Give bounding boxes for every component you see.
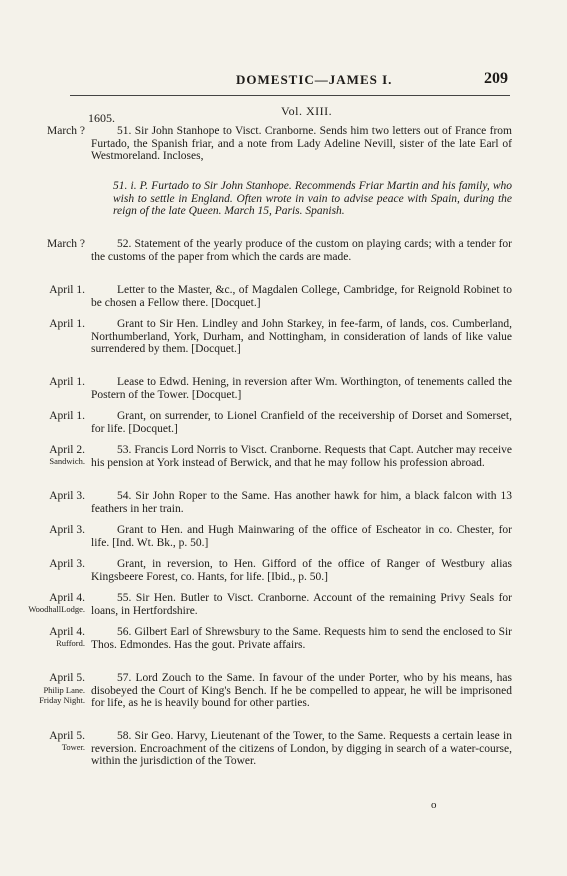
entry-text: 52. Statement of the yearly produce of the custom on playing cards; with a tender for the customs of the paper from which the cards are made. [91, 238, 512, 263]
entry-date: April 2. [49, 444, 85, 456]
entry-date: April 4. [49, 592, 85, 604]
entry-text: Letter to the Master, &c., of Magdalen College, Cambridge, for Reignold Robinet to be chosen a Fellow there. [Docquet.] [91, 284, 512, 309]
page-number: 209 [484, 70, 508, 87]
entry-text: Grant, on surrender, to Lionel Cranfield of the receivership of Dorset and Somerset, for life. [Docquet.] [91, 410, 512, 435]
running-title: DOMESTIC—JAMES I. [236, 72, 393, 87]
entry-date: April 3. [49, 558, 85, 570]
entry-date: March ? [47, 125, 85, 137]
entry-date: April 1. [49, 318, 85, 330]
header-rule [70, 95, 510, 96]
entry-text: Grant to Sir Hen. Lindley and John Starkey, in fee-farm, of lands, cos. Cumberland, Northumberland, York, Durham, and Nottingham, in consideration of lands of like value surrendered by them. [Docquet.] [91, 318, 512, 356]
entry-text: 56. Gilbert Earl of Shrewsbury to the Same. Requests him to send the enclosed to Sir Thos. Edmondes. Has the gout. Private affairs. [91, 626, 512, 651]
entry-place: Sandwich. [49, 456, 85, 466]
entry-text: 54. Sir John Roper to the Same. Has another hawk for him, a black falcon with 13 feathers in her train. [91, 490, 512, 515]
entry-date: April 5. [49, 730, 85, 742]
entry-text: 51. Sir John Stanhope to Visct. Cranborne. Sends him two letters out of France from Furtado, the Spanish friar, and a note from Lady Adeline Nevill, sister of the late Earl of Westmoreland. Incloses, [91, 125, 512, 163]
running-head [0, 70, 567, 90]
entry-place: Tower. [61, 742, 85, 752]
entry-date: April 1. [49, 410, 85, 422]
enclosure-text: 51. i. P. Furtado to Sir John Stanhope. Recommends Friar Martin and his family, who wish to settle in England. Often wrote in vain to advise peace with Spain, during the reign of the late Queen. March 15, Paris. Spanish. [113, 180, 512, 218]
entry-place: Rufford. [56, 638, 85, 648]
entry-date: April 4. [49, 626, 85, 638]
entry-date: April 3. [49, 490, 85, 502]
entry-text: Grant, in reversion, to Hen. Gifford of the office of Ranger of Westbury alias Kingsbeere Forest, co. Hants, for life. [Ibid., p. 50.] [91, 558, 512, 583]
volume-heading: Vol. XIII. [281, 104, 333, 118]
entry-date: April 5. [49, 672, 85, 684]
entry-place: Philip Lane. Friday Night. [39, 685, 85, 705]
entry-place: WoodhallLodge. [28, 604, 85, 614]
entry-text: 57. Lord Zouch to the Same. In favour of the under Porter, who by his means, has disobeyed the Court of King's Bench. If he be compelled to appear, he will be imprisoned for life, as he is heavily bound for other parties. [91, 672, 512, 710]
signature-mark: o [431, 799, 437, 811]
entry-text: 58. Sir Geo. Harvy, Lieutenant of the Tower, to the Same. Requests a certain lease in reversion. Encroachment of the citizens of London, by digging in search of a water-course, within the jurisdiction of the Tower. [91, 730, 512, 768]
entry-date: April 3. [49, 524, 85, 536]
entry-date: April 1. [49, 376, 85, 388]
entry-date: March ? [47, 238, 85, 250]
entry-text: 55. Sir Hen. Butler to Visct. Cranborne. Account of the remaining Privy Seals for loans, in Hertfordshire. [91, 592, 512, 617]
entry-text: Lease to Edwd. Hening, in reversion after Wm. Worthington, of tenements called the Postern of the Tower. [Docquet.] [91, 376, 512, 401]
entry-date: April 1. [49, 284, 85, 296]
entry-text: Grant to Hen. and Hugh Mainwaring of the office of Escheator in co. Chester, for life. [Ind. Wt. Bk., p. 50.] [91, 524, 512, 549]
entry-text: 53. Francis Lord Norris to Visct. Cranborne. Requests that Capt. Autcher may receive his pension at York instead of Berwick, and that he may follow his profession abroad. [91, 444, 512, 469]
year-marginal: 1605. [88, 111, 115, 125]
